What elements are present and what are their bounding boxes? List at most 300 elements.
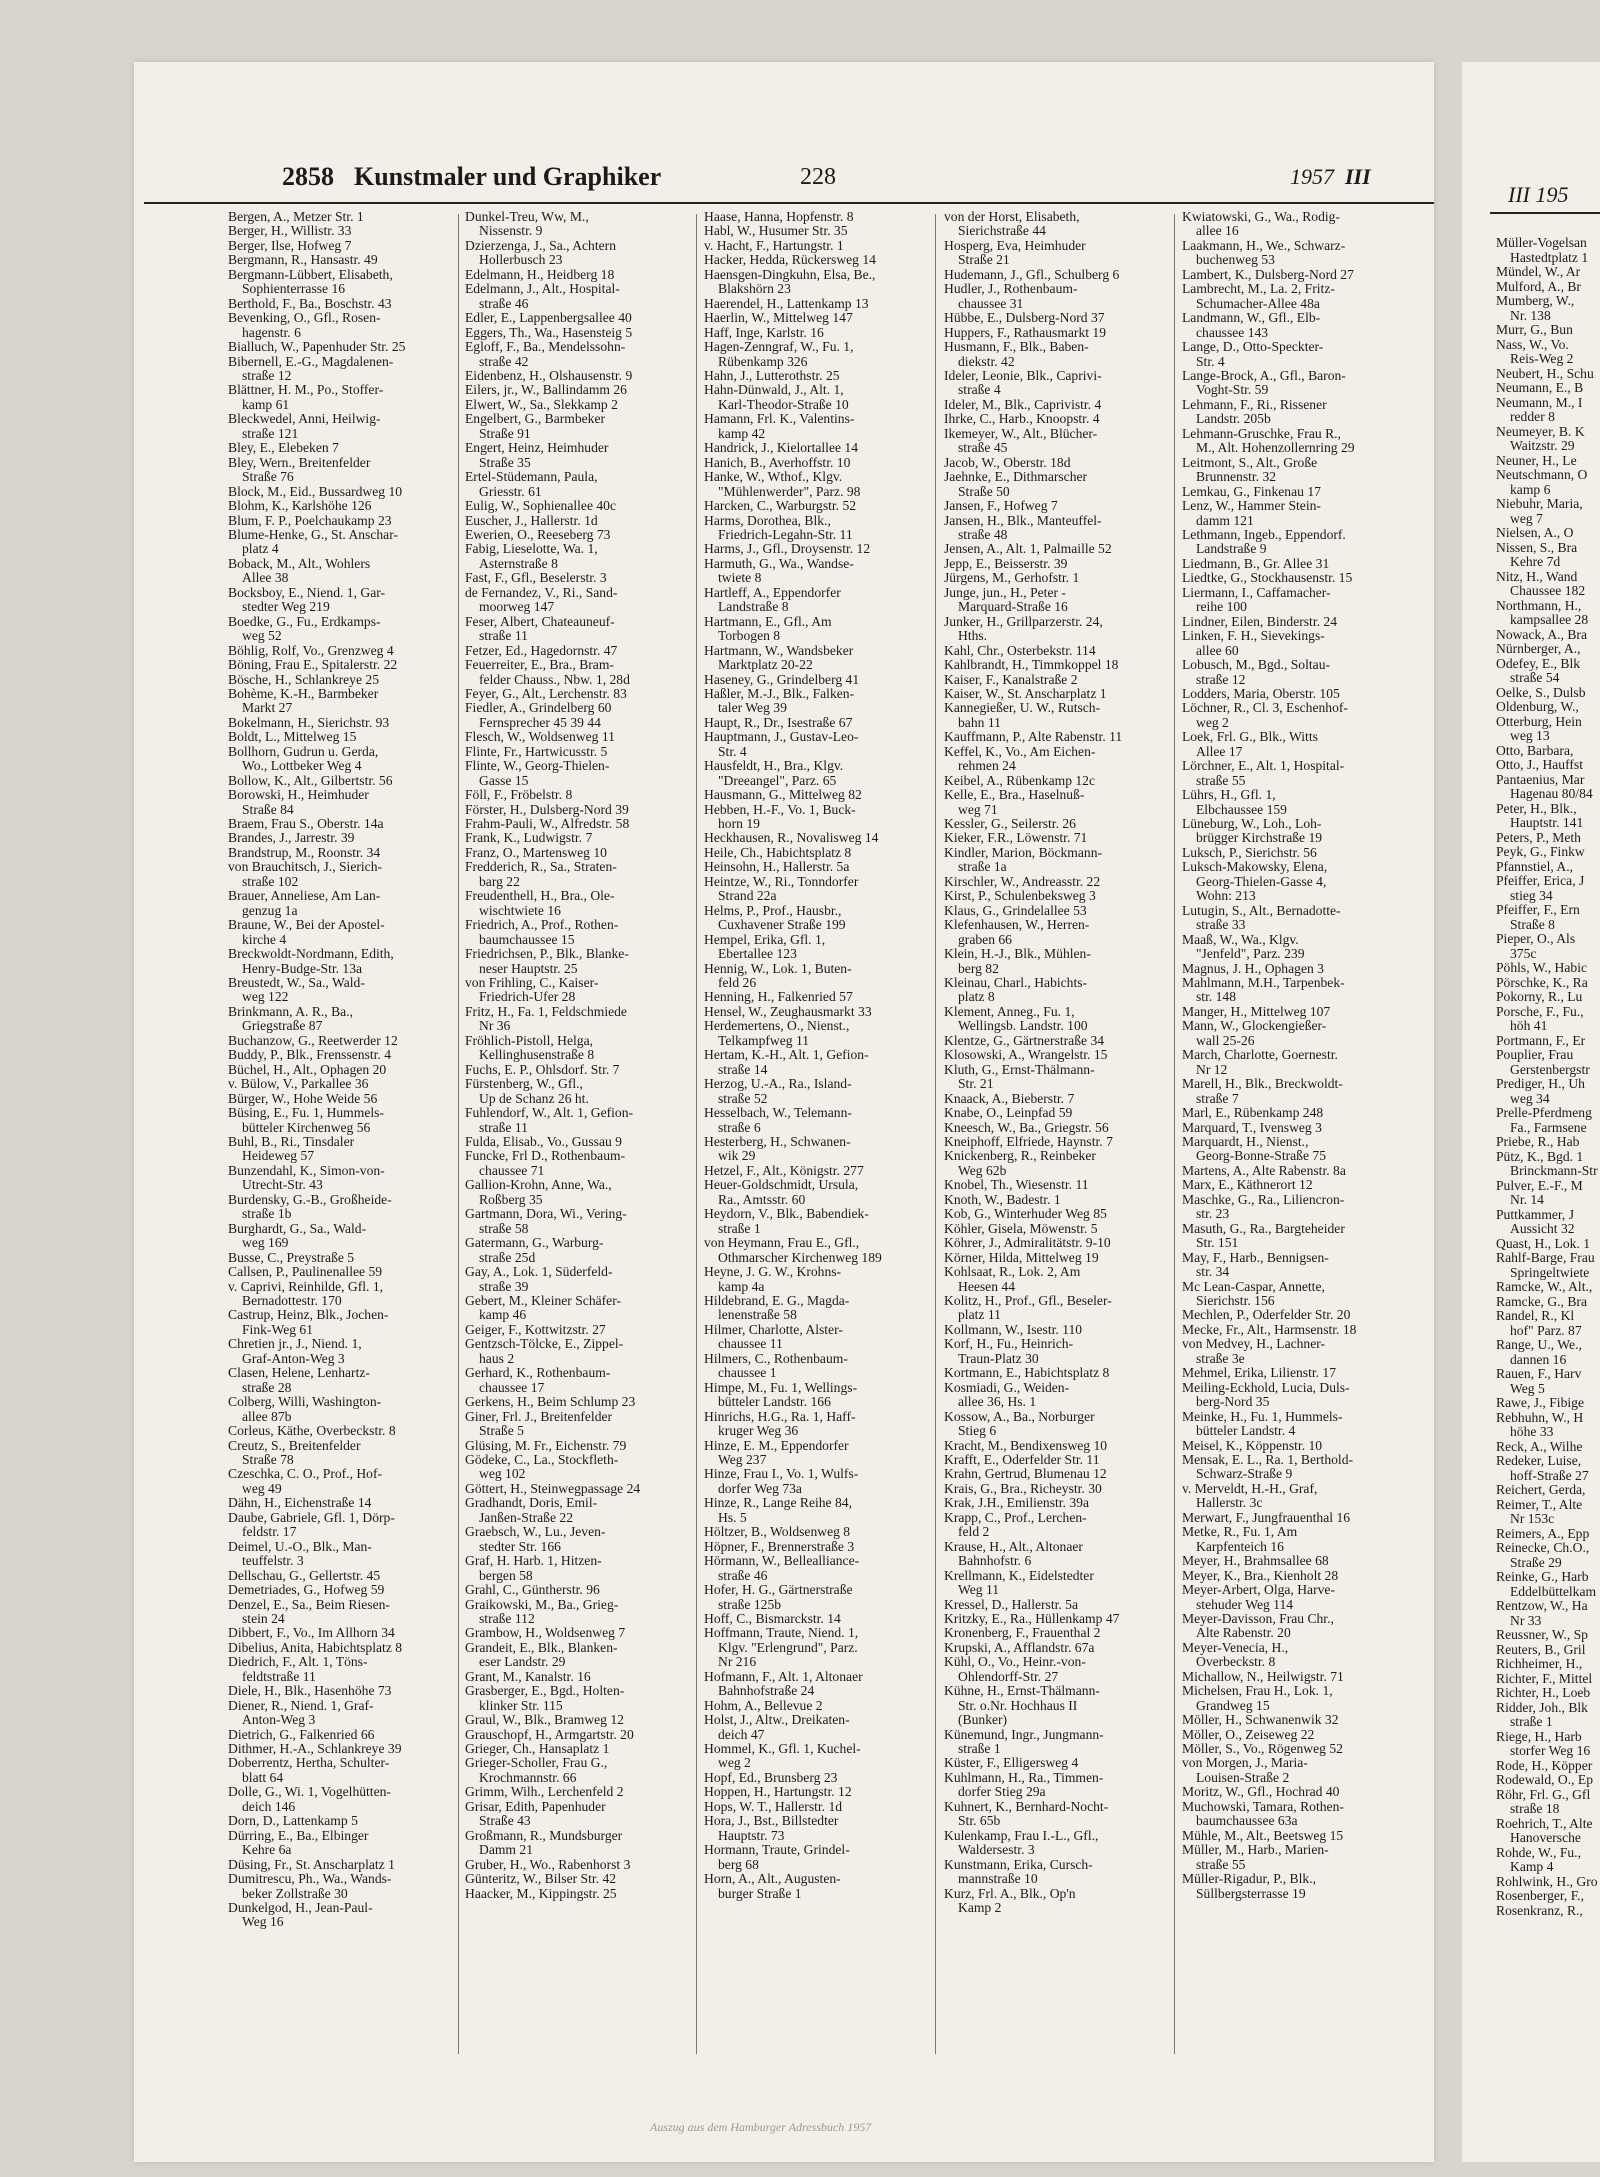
directory-entry-line: Knabe, O., Leinpfad 59 (944, 1105, 1073, 1121)
directory-entry-line: burger Straße 1 (718, 1885, 802, 1901)
directory-entry-line: Eddelbüttelkam (1510, 1583, 1597, 1599)
directory-entry-line: Pantaenius, Mar (1496, 771, 1585, 787)
directory-entry-line: Henning, H., Falkenried 57 (704, 989, 853, 1005)
directory-entry-line: reihe 100 (1196, 599, 1247, 615)
directory-entry-line: Junker, H., Grillparzerstr. 24, (944, 613, 1103, 629)
directory-entry-line: Torbogen 8 (718, 628, 781, 644)
directory-entry-line: Block, M., Eid., Bussardweg 10 (228, 483, 403, 499)
directory-entry-line: Straße 84 (242, 801, 294, 817)
directory-entry-line: Kehre 7d (1510, 554, 1561, 569)
directory-entry-line: Hagenau 80/84 (1510, 786, 1593, 801)
directory-entry-line: Hohm, A., Bellevue 2 (704, 1697, 823, 1713)
directory-entry-line: Nowack, A., Bra (1496, 626, 1587, 642)
directory-entry-line: Oldenburg, W., (1496, 699, 1579, 714)
directory-entry-line: Hudler, J., Rothenbaum- (944, 281, 1078, 297)
directory-entry-line: Funcke, Frl D., Rothenbaum- (465, 1148, 626, 1164)
directory-entry-line: Prediger, H., Uh (1496, 1076, 1585, 1091)
directory-entry-line: Metke, R., Fu. 1, Am (1182, 1524, 1298, 1540)
directory-entry-line: weg 7 (1510, 510, 1543, 526)
directory-entry-line: Rosenberger, F., (1496, 1888, 1584, 1903)
directory-entry-line: Kortmann, E., Habichtsplatz 8 (944, 1365, 1110, 1381)
directory-entry-line: bahn 11 (958, 714, 1001, 730)
directory-entry-line: Friedrich, A., Prof., Rothen- (465, 917, 619, 933)
directory-entry-line: Neumann, E., B (1496, 380, 1584, 395)
directory-entry-line: Graebsch, W., Lu., Jeven- (465, 1524, 606, 1540)
directory-entry-line: Landstr. 205b (1196, 411, 1271, 427)
directory-entry-line: Körner, Hilda, Mittelweg 19 (944, 1249, 1099, 1265)
directory-entry-line: Rodewald, O., Ep (1496, 1772, 1594, 1787)
directory-entry-line: Fiedler, A., Grindelberg 60 (465, 700, 612, 716)
directory-entry-line: Kuhnert, K., Bernhard-Nocht- (944, 1798, 1109, 1814)
directory-entry-line: baumchaussee 63a (1196, 1813, 1298, 1829)
directory-entry-line: platz 11 (958, 1307, 1001, 1323)
directory-entry-line: Neutschmann, O (1496, 467, 1588, 482)
directory-entry-line: Hths. (958, 628, 988, 644)
directory-entry-line: Weg 62b (958, 1162, 1007, 1178)
directory-entry-line: Euscher, J., Hallerstr. 1d (465, 512, 598, 528)
directory-entry-line: weg 49 (242, 1480, 282, 1496)
directory-entry-line: Krais, G., Bra., Richeystr. 30 (944, 1480, 1102, 1496)
directory-entry-line: Fabig, Lieselotte, Wa. 1, (465, 541, 598, 557)
directory-entry-line: Huppers, F., Rathausmarkt 19 (944, 324, 1107, 340)
directory-entry-line: Bley, Wern., Breitenfelder (228, 454, 371, 470)
page-title: Kunstmaler und Graphiker (354, 162, 662, 191)
directory-entry-line: Harms, J., Gfl., Droysenstr. 12 (704, 541, 871, 557)
directory-entry-line: Alte Rabenstr. 20 (1196, 1625, 1291, 1641)
directory-entry-line: de Fernandez, V., Ri., Sand- (465, 584, 618, 600)
directory-entry-line: Heesen 44 (958, 1278, 1015, 1294)
directory-entry-line: Northmann, H., (1496, 597, 1582, 613)
directory-entry-line: berg-Nord 35 (1196, 1394, 1270, 1410)
directory-entry-line: Masuth, G., Ra., Bargteheider (1182, 1220, 1345, 1236)
directory-entry-line: Dibelius, Anita, Habichtsplatz 8 (228, 1639, 403, 1655)
directory-entry-line: Bernadottestr. 170 (242, 1292, 342, 1308)
directory-entry-line: Marktplatz 20-22 (718, 657, 813, 673)
directory-entry-line: Kollmann, W., Isestr. 110 (944, 1321, 1083, 1337)
directory-entry-line: weg 2 (1196, 714, 1229, 730)
directory-entry-line: felder Chauss., Nbw. 1, 28d (479, 671, 630, 687)
directory-entry-line: Cuxhavener Straße 199 (718, 917, 846, 933)
directory-entry-line: Straße 35 (479, 454, 531, 470)
directory-entry-line: Bahnhofstr. 6 (958, 1553, 1032, 1569)
directory-entry-line: Hörmann, W., Bellealliance- (704, 1553, 860, 1569)
directory-entry-line: Harms, Dorothea, Blk., (704, 512, 831, 528)
directory-entry-line: Othmarscher Kirchenweg 189 (718, 1249, 882, 1265)
directory-entry-line: buchenweg 53 (1196, 252, 1275, 268)
directory-entry-line: Blum, F. P., Poelchaukamp 23 (228, 512, 392, 528)
directory-entry-line: deich 146 (242, 1798, 296, 1814)
directory-entry-line: Marquard, T., Ivensweg 3 (1182, 1119, 1322, 1135)
directory-entry-line: Waitzstr. 29 (1510, 438, 1575, 453)
directory-entry-line: straße 55 (1196, 1856, 1246, 1872)
directory-entry-line: Heckhausen, R., Novalisweg 14 (704, 830, 879, 846)
directory-entry-line: Hinze, Frau I., Vo. 1, Wulfs- (704, 1466, 859, 1482)
directory-entry-line: Müller-Rigadur, P., Blk., (1182, 1871, 1316, 1887)
directory-entry-line: Kirschler, W., Andreasstr. 22 (944, 873, 1101, 889)
directory-entry-line: Burdensky, G.-B., Großheide- (228, 1191, 392, 1207)
directory-entry-line: Pouplier, Frau (1496, 1047, 1574, 1062)
directory-entry-line: Hofer, H. G., Gärtnerstraße (704, 1582, 853, 1598)
directory-entry-line: Landstraße 9 (1196, 541, 1267, 557)
directory-entry-line: Marl, E., Rübenkamp 248 (1182, 1105, 1324, 1121)
directory-entry-line: Bokelmann, H., Sierichstr. 93 (228, 714, 390, 730)
directory-entry-line: bergen 58 (479, 1567, 533, 1583)
directory-entry-line: Grimm, Wilh., Lerchenfeld 2 (465, 1784, 624, 1800)
directory-entry-line: Kehre 6a (242, 1842, 292, 1858)
directory-entry-line: Pütz, K., Bgd. 1 (1496, 1148, 1584, 1164)
directory-entry-line: Röhr, Frl. G., Gfl (1496, 1786, 1591, 1802)
directory-entry-line: Feser, Albert, Chateauneuf- (465, 613, 615, 629)
directory-entry-line: Hallerstr. 3c (1196, 1495, 1263, 1511)
directory-entry-line: Allee 17 (1196, 743, 1243, 759)
directory-entry-line: Braem, Frau S., Oberstr. 14a (228, 816, 384, 832)
directory-entry-line: Weg 16 (242, 1914, 284, 1930)
directory-entry-line: kamp 46 (479, 1307, 527, 1323)
directory-entry-line: Hebben, H.-F., Vo. 1, Buck- (704, 801, 856, 817)
directory-entry-line: Engert, Heinz, Heimhuder (465, 440, 609, 456)
directory-entry-line: Grieger, Ch., Hansaplatz 1 (465, 1741, 610, 1757)
directory-entry-line: Leitmont, S., Alt., Große (1182, 454, 1318, 470)
directory-entry-line: Möller, H., Schwanenwik 32 (1182, 1712, 1339, 1728)
directory-entry-line: Liedtke, G., Stockhausenstr. 15 (1182, 570, 1353, 586)
directory-entry-line: Berger, Ilse, Hofweg 7 (228, 237, 352, 253)
directory-entry-line: straße 54 (1510, 670, 1560, 685)
directory-entry-line: Reussner, W., Sp (1496, 1627, 1588, 1642)
directory-entry-line: March, Charlotte, Goernestr. (1182, 1047, 1338, 1063)
directory-entry-line: Krafft, E., Oderfelder Str. 11 (944, 1451, 1100, 1467)
directory-entry-line: Fuchs, E. P., Ohlsdorf. Str. 7 (465, 1061, 620, 1077)
directory-entry-line: str. 23 (1196, 1206, 1230, 1222)
directory-entry-line: Griesstr. 61 (479, 483, 542, 499)
directory-entry-line: Porsche, F., Fu., (1496, 1003, 1584, 1019)
directory-entry-line: Geiger, F., Kottwitzstr. 27 (465, 1321, 606, 1337)
directory-entry-line: Reuters, B., Gril (1496, 1641, 1586, 1657)
directory-entry-line: Brauer, Anneliese, Am Lan- (228, 888, 381, 904)
directory-entry-line: Rawe, J., Fibige (1496, 1395, 1584, 1410)
directory-entry-line: Braune, W., Bei der Apostel- (228, 917, 385, 933)
directory-entry-line: v. Hacht, F., Hartungstr. 1 (704, 237, 844, 253)
directory-entry-line: Kühne, H., Ernst-Thälmann- (944, 1683, 1100, 1699)
directory-entry-line: Dolle, G., Wi. 1, Vogelhütten- (228, 1784, 391, 1800)
directory-entry-line: straße 18 (1510, 1801, 1560, 1816)
directory-entry-line: Mulford, A., Br (1496, 278, 1581, 294)
directory-entry-line: Gradhandt, Doris, Emil- (465, 1495, 598, 1511)
directory-entry-line: Lenz, W., Hammer Stein- (1182, 498, 1321, 514)
directory-entry-line: Krapp, C., Prof., Lerchen- (944, 1509, 1087, 1525)
directory-entry-line: Callsen, P., Paulinenallee 59 (228, 1264, 383, 1280)
directory-entry-line: straße 45 (958, 440, 1008, 456)
directory-entry-line: Gerkens, H., Beim Schlump 23 (465, 1394, 636, 1410)
directory-entry-line: Hauptstr. 141 (1510, 815, 1584, 830)
directory-entry-line: Nr 216 (718, 1654, 757, 1670)
directory-entry-line: Reichert, Gerda, (1496, 1482, 1586, 1497)
directory-entry-line: Franz, O., Martensweg 10 (465, 844, 607, 860)
directory-entry-line: Eulig, W., Sophienallee 40c (465, 498, 617, 514)
page-number: 2858 (282, 162, 334, 191)
directory-entry-line: Haseney, G., Grindelberg 41 (704, 671, 860, 687)
directory-entry-line: Dumitrescu, Ph., Wa., Wands- (228, 1871, 392, 1887)
directory-entry-line: Louisen-Straße 2 (1196, 1769, 1290, 1785)
directory-entry-line: Dietrich, G., Falkenried 66 (228, 1726, 375, 1742)
directory-entry-line: Muchowski, Tamara, Rothen- (1182, 1798, 1344, 1814)
directory-entry-line: straße 1 (1510, 1714, 1553, 1729)
directory-entry-line: Diener, R., Niend. 1, Graf- (228, 1697, 374, 1713)
directory-entry-line: Hanoversche (1510, 1830, 1581, 1845)
directory-entry-line: Nitz, H., Wand (1496, 568, 1578, 584)
directory-entry-line: Gasse 15 (479, 772, 529, 788)
directory-entry-line: Wo., Lottbeker Weg 4 (242, 758, 362, 774)
directory-entry-line: Kohlsaat, R., Lok. 2, Am (944, 1264, 1081, 1280)
directory-entry-line: Lange, D., Otto-Speckter- (1182, 339, 1324, 355)
directory-entry-line: Nr 153c (1510, 1511, 1555, 1526)
directory-entry-line: v. Merveldt, H.-H., Graf, (1182, 1480, 1318, 1496)
directory-entry-line: Stieg 6 (958, 1423, 997, 1439)
directory-entry-line: Klaus, G., Grindelallee 53 (944, 902, 1087, 918)
directory-entry-line: Strand 22a (718, 888, 777, 904)
directory-entry-line: Bialluch, W., Papenhuder Str. 25 (228, 339, 406, 355)
directory-entry-line: horn 19 (718, 816, 760, 832)
directory-entry-line: Fuhlendorf, W., Alt. 1, Gefion- (465, 1105, 634, 1121)
directory-entry-line: allee 36, Hs. 1 (958, 1394, 1037, 1410)
directory-entry-line: Richter, H., Loeb (1496, 1685, 1591, 1700)
directory-entry-line: Fetzer, Ed., Hagedornstr. 47 (465, 642, 618, 658)
directory-entry-line: Magnus, J. H., Ophagen 3 (1182, 960, 1324, 976)
directory-entry-line: Grisar, Edith, Papenhuder (465, 1798, 606, 1814)
directory-entry-line: von Heymann, Frau E., Gfl., (704, 1235, 860, 1251)
directory-entry-line: Graf-Anton-Weg 3 (242, 1350, 345, 1366)
directory-entry-line: Bibernell, E.-G., Magdalenen- (228, 353, 394, 369)
directory-entry-line: allee 60 (1196, 642, 1239, 658)
directory-entry-line: Frank, K., Ludwigstr. 7 (465, 830, 593, 846)
directory-entry-line: Heydorn, V., Blk., Babendiek- (704, 1206, 869, 1222)
directory-entry-line: Egloff, F., Ba., Mendelssohn- (465, 339, 626, 355)
directory-entry-line: Ertel-Stüdemann, Paula, (465, 469, 598, 485)
directory-entry-line: Büchel, H., Alt., Ophagen 20 (228, 1061, 387, 1077)
directory-entry-line: Kamp 2 (958, 1900, 1002, 1916)
directory-entry-line: straße 58 (479, 1220, 529, 1236)
directory-entry-line: Düsing, Fr., St. Anscharplatz 1 (228, 1856, 395, 1872)
directory-entry-line: Dellschau, G., Gellertstr. 45 (228, 1567, 381, 1583)
directory-entry-line: Oelke, S., Dulsb (1496, 684, 1586, 700)
directory-entry-line: straße 125b (718, 1596, 782, 1612)
directory-entry-line: Süllbergsterrasse 19 (1196, 1885, 1306, 1901)
directory-entry-line: Grauschopf, H., Armgartstr. 20 (465, 1726, 634, 1742)
directory-entry-line: Nr 36 (479, 1018, 511, 1034)
directory-entry-line: Mündel, W., Ar (1496, 264, 1581, 279)
directory-entry-line: Nissen, S., Bra (1496, 539, 1578, 555)
directory-entry-line: Dibbert, F., Vo., Im Allhorn 34 (228, 1625, 395, 1641)
directory-entry-line: Rohde, W., Fu., (1496, 1844, 1581, 1860)
directory-entry-line: damm 121 (1196, 512, 1254, 528)
directory-entry-line: Str. 4 (718, 743, 747, 759)
directory-entry-line: Pfeiffer, F., Ern (1496, 902, 1580, 917)
directory-entry-line: Kunstmann, Erika, Cursch- (944, 1856, 1093, 1872)
adjacent-header-rule (1490, 212, 1600, 214)
directory-entry-line: M., Alt. Hohenzollernring 29 (1196, 440, 1355, 456)
directory-entry-line: Jepp, E., Beisserstr. 39 (944, 555, 1068, 571)
directory-entry-line: Knaack, A., Bieberstr. 7 (944, 1090, 1075, 1106)
directory-entry-line: Friedrich-Legahn-Str. 11 (718, 526, 853, 542)
directory-entry-line: Deimel, U.-O., Blk., Man- (228, 1538, 372, 1554)
directory-entry-line: Kleinau, Charl., Habichts- (944, 975, 1088, 991)
directory-entry-line: klinker Str. 115 (479, 1697, 563, 1713)
directory-entry-line: Hempel, Erika, Gfl. 1, (704, 931, 826, 947)
directory-entry-line: Otto, J., Hauffst (1496, 757, 1583, 772)
directory-entry-line: Lemkau, G., Finkenau 17 (1182, 483, 1321, 499)
directory-entry-line: Schumacher-Allee 48a (1196, 295, 1320, 311)
directory-entry-line: Peter, H., Blk., (1496, 800, 1577, 816)
directory-entry-line: barg 22 (479, 873, 520, 889)
directory-entry-line: Maschke, G., Ra., Liliencron- (1182, 1191, 1345, 1207)
directory-entry-line: hagenstr. 6 (242, 324, 301, 340)
directory-entry-line: Reinecke, Ch.O., (1496, 1540, 1590, 1555)
directory-entry-line: Kindler, Marion, Böckmann- (944, 844, 1103, 860)
directory-entry-line: Kahlbrandt, H., Timmkoppel 18 (944, 657, 1119, 673)
directory-entry-line: Heyne, J. G. W., Krohns- (704, 1264, 842, 1280)
directory-entry-line: Gallion-Krohn, Anne, Wa., (465, 1177, 612, 1193)
directory-entry-line: Knickenberg, R., Reinbeker (944, 1148, 1096, 1164)
directory-entry-line: Höltzer, B., Woldsenweg 8 (704, 1524, 851, 1540)
directory-entry-line: Müller-Vogelsan (1496, 236, 1587, 250)
directory-entry-line: Haerlin, W., Mittelweg 147 (704, 310, 853, 326)
directory-entry-line: Nr 33 (1510, 1612, 1542, 1628)
directory-entry-line: Bürger, W., Hohe Weide 56 (228, 1090, 378, 1106)
directory-entry-line: Lüneburg, W., Loh., Loh- (1182, 816, 1322, 832)
directory-entry-line: Großmann, R., Mundsburger (465, 1827, 623, 1843)
directory-entry-line: Freudenthell, H., Bra., Ole- (465, 888, 615, 904)
column-divider (935, 214, 936, 2054)
directory-entry-line: Dzierzenga, J., Sa., Achtern (465, 237, 616, 253)
directory-entry-line: Krupski, A., Afflandstr. 67a (944, 1639, 1095, 1655)
directory-entry-line: Gatermann, G., Warburg- (465, 1235, 604, 1251)
directory-entry-line: kruger Weg 36 (718, 1423, 799, 1439)
directory-entry-line: Kessler, G., Seilerstr. 26 (944, 816, 1076, 832)
directory-entry-line: Keffel, K., Vo., Am Eichen- (944, 743, 1096, 759)
directory-entry-line: Dürring, E., Ba., Elbinger (228, 1827, 369, 1843)
directory-entry-line: Sierichstraße 44 (958, 223, 1046, 239)
directory-entry-line: Grambow, H., Woldsenweg 7 (465, 1625, 626, 1641)
directory-entry-line: Traun-Platz 30 (958, 1350, 1039, 1366)
directory-entry-line: Sierichstr. 156 (1196, 1292, 1275, 1308)
directory-entry-line: Lehmann-Gruschke, Frau R., (1182, 425, 1341, 441)
directory-entry-line: Meyer-Davisson, Frau Chr., (1182, 1610, 1334, 1626)
directory-entry-line: Hübbe, E., Dulsberg-Nord 37 (944, 310, 1105, 326)
directory-entry-line: str. 148 (1196, 989, 1237, 1005)
directory-entry-line: Fulda, Elisab., Vo., Gussau 9 (465, 1134, 622, 1149)
directory-entry-line: Corleus, Käthe, Overbeckstr. 8 (228, 1423, 396, 1439)
year-volume: 1957 III (1290, 164, 1371, 189)
directory-entry-line: Wellingsb. Landstr. 100 (958, 1018, 1088, 1034)
directory-entry-line: Peters, P., Meth (1496, 829, 1581, 845)
directory-entry-line: Liermann, I., Caffamacher- (1182, 584, 1331, 600)
directory-entry-line: Meisel, K., Köppenstr. 10 (1182, 1437, 1323, 1453)
directory-entry-line: Hilmers, C., Rothenbaum- (704, 1350, 848, 1366)
directory-entry-line: kampsallee 28 (1510, 612, 1589, 627)
directory-entry-line: Landmann, W., Gfl., Elb- (1182, 310, 1321, 326)
directory-entry-line: Hastedtplatz 1 (1510, 249, 1589, 265)
directory-entry-line: von Morgen, J., Maria- (1182, 1755, 1308, 1771)
directory-entry-line: Grieger-Scholler, Frau G., (465, 1755, 608, 1771)
directory-entry-line: feldstr. 17 (242, 1524, 297, 1540)
directory-entry-line: Peyk, G., Finkw (1496, 844, 1585, 859)
directory-entry-line: Aussicht 32 (1510, 1221, 1575, 1236)
directory-entry-line: Fürstenberg, W., Gfl., (465, 1076, 583, 1092)
directory-entry-line: Heideweg 57 (242, 1148, 315, 1164)
directory-entry-line: Kressel, D., Hallerstr. 5a (944, 1596, 1079, 1612)
directory-entry-line: Ramcke, W., Alt., (1496, 1279, 1593, 1294)
directory-entry-line: blatt 64 (242, 1769, 284, 1785)
directory-entry-line: Bunzendahl, K., Simon-von- (228, 1162, 385, 1178)
directory-entry-line: Flesch, W., Woldsenweg 11 (465, 729, 615, 745)
adjacent-page-header: III 195 (1508, 182, 1569, 207)
directory-entry-line: Rahlf-Barge, Frau (1496, 1250, 1595, 1265)
directory-entry-line: Kauffmann, P., Alte Rabenstr. 11 (944, 729, 1123, 745)
directory-entry-line: Junge, jun., H., Peter - (944, 584, 1066, 600)
directory-entry-line: Dithmer, H.-A., Schlankreye 39 (228, 1741, 402, 1757)
directory-entry-line: Overbeckstr. 8 (1196, 1654, 1276, 1670)
directory-entry-line: Meyer-Venecia, H., (1182, 1639, 1289, 1655)
directory-entry-line: Hoff, C., Bismarckstr. 14 (704, 1610, 841, 1626)
directory-entry-line: Hollerbusch 23 (479, 252, 563, 268)
directory-entry-line: Fröhlich-Pistoll, Helga, (465, 1032, 593, 1048)
directory-entry-line: Meiling-Eckhold, Lucia, Duls- (1182, 1379, 1350, 1395)
directory-entry-line: Graul, W., Blk., Bramweg 12 (465, 1712, 624, 1728)
directory-entry-line: Reimers, A., Epp (1496, 1525, 1590, 1541)
directory-entry-line: weg 122 (242, 989, 289, 1005)
directory-entry-line: Harcken, C., Warburgstr. 52 (704, 498, 857, 514)
directory-entry-line: Odefey, E., Blk (1496, 655, 1581, 671)
directory-entry-line: Hoppen, H., Hartungstr. 12 (704, 1784, 852, 1800)
directory-entry-line: Pöhls, W., Habic (1496, 960, 1588, 975)
directory-entry-line: Str. 21 (958, 1076, 994, 1092)
footer-note: Auszug aus dem Hamburger Adressbuch 1957 (650, 2120, 872, 2134)
directory-entry-line: Reis-Weg 2 (1510, 351, 1574, 366)
directory-entry-line: Michallow, N., Heilwigstr. 71 (1182, 1668, 1344, 1684)
directory-entry-line: Moritz, W., Gfl., Hochrad 40 (1182, 1784, 1340, 1800)
directory-entry-line: Fink-Weg 61 (242, 1321, 314, 1337)
directory-entry-line: Kelle, E., Bra., Haselnuß- (944, 787, 1085, 803)
directory-entry-line: hof" Parz. 87 (1510, 1322, 1582, 1338)
directory-entry-line: Klefenhausen, W., Herren- (944, 917, 1090, 933)
directory-entry-line: Habl, W., Husumer Str. 35 (704, 223, 848, 239)
directory-entry-line: Hahn, J., Lutterothstr. 25 (704, 367, 840, 383)
directory-entry-line: Portmann, F., Er (1496, 1032, 1586, 1048)
directory-entry-line: Heintze, W., Ri., Tonndorfer (704, 873, 859, 889)
directory-entry-line: Hennig, W., Lok. 1, Buten- (704, 960, 852, 976)
directory-entry-line: Hacker, Hedda, Rückersweg 14 (704, 252, 876, 268)
directory-entry-line: neser Hauptstr. 25 (479, 960, 578, 976)
directory-entry-line: straße 28 (242, 1379, 292, 1395)
directory-entry-line: Landstraße 8 (718, 599, 789, 615)
directory-entry-line: Straße 91 (479, 425, 531, 441)
directory-entry-line: Straße 5 (479, 1423, 524, 1439)
directory-entry-line: Hinrichs, H.G., Ra. 1, Haff- (704, 1408, 856, 1424)
directory-entry-line: Böning, Frau E., Spitalerstr. 22 (228, 657, 398, 673)
directory-entry-line: Richter, F., Mittel (1496, 1670, 1593, 1686)
directory-entry-line: Lange-Brock, A., Gfl., Baron- (1182, 367, 1346, 383)
directory-entry-line: von der Horst, Elisabeth, (944, 210, 1080, 224)
directory-entry-line: feldtstraße 11 (242, 1668, 316, 1684)
directory-entry-line: Randel, R., Kl (1496, 1308, 1575, 1323)
directory-entry-line: Engelbert, G., Barmbeker (465, 411, 606, 427)
directory-entry-line: Diele, H., Blk., Hasenhöhe 73 (228, 1683, 392, 1699)
directory-entry-line: hoff-Straße 27 (1510, 1467, 1589, 1483)
directory-entry-line: Friedrichsen, P., Blk., Blanke- (465, 946, 629, 962)
directory-entry-line: graben 66 (958, 931, 1012, 947)
directory-entry-line: Marell, H., Blk., Breckwoldt- (1182, 1076, 1343, 1092)
directory-entry-line: weg 34 (1510, 1090, 1550, 1106)
directory-entry-line: platz 8 (958, 989, 995, 1005)
